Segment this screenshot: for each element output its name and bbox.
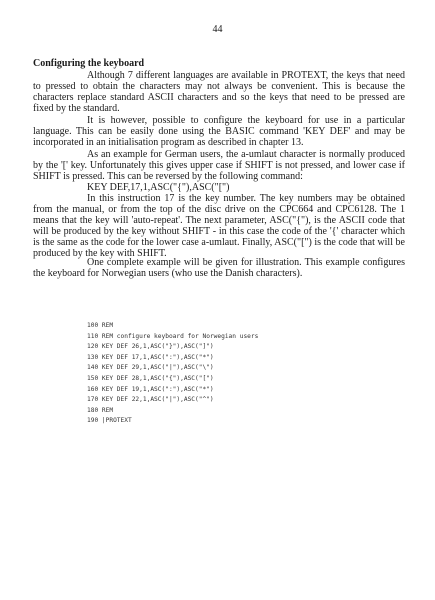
- paragraph-intro: Although 7 different languages are available in PROTEXT, the keys that need to pressed to obtain the characters may not always be convenient. This is because the characters replace standard ASCII characters and so the keys that need to be pressed are fixed by the standard.: [33, 70, 405, 114]
- code-line: 110 REM configure keyboard for Norwegian users: [87, 332, 259, 340]
- body-text-4: [33, 257, 405, 279]
- code-line: 150 KEY DEF 28,1,ASC("{"),ASC("["): [87, 374, 214, 382]
- paragraph-norwegian-example: One complete example will be given for illustration. This example configures the keyboard for Norwegian users (who use the Danish characters).: [33, 257, 405, 279]
- code-line: 100 REM: [87, 322, 114, 329]
- code-line: 160 KEY DEF 19,1,ASC(":"),ASC("*"): [87, 385, 214, 393]
- code-line: 190 |PROTEXT: [87, 417, 132, 425]
- section-heading: Configuring the keyboard: [33, 58, 145, 69]
- body-text-2: [33, 115, 405, 148]
- paragraph-german-example: As an example for German users, the a-umlaut character is normally produced by the '[' key. Unfortunately this gives upper case if SHIFT is not pressed, and lower case if SHIFT is pressed. This can be reversed by the following command:: [33, 149, 405, 182]
- code-line: 120 KEY DEF 26,1,ASC("}"),ASC("]"): [87, 343, 214, 351]
- paragraph-configure: It is however, possible to configure the keyboard for use in a particular language. This can be easily done using the BASIC command 'KEY DEF' and may be incorporated in an initialisation program as described in chapter 13.: [33, 115, 405, 148]
- code-line: 170 KEY DEF 22,1,ASC("|"),ASC("^"): [87, 396, 214, 404]
- code-listing: [87, 321, 258, 427]
- code-line: 130 KEY DEF 17,1,ASC(":"),ASC("*"): [87, 353, 214, 361]
- code-line: 180 REM: [87, 406, 114, 414]
- paragraph-explanation: In this instruction 17 is the key number. The key numbers may be obtained from the manual, or from the top of the disc drive on the CPC664 and CPC6128. The 1 means that the key will 'auto-repeat'. The next parameter, ASC("{"), is the ASCII code that will be produced by the key without SHIFT - in this case the code of the '{' character which is the same as the code for the lower case a-umlaut. Finally, ASC("[") is the code that will be produced by the key with SHIFT.: [33, 193, 405, 259]
- code-line: 140 KEY DEF 29,1,ASC("|"),ASC("\"): [87, 364, 214, 372]
- page-number: 44: [212, 24, 223, 35]
- body-text-3: [33, 149, 405, 259]
- key-def-command: KEY DEF,17,1,ASC("{"),ASC("["): [87, 182, 230, 193]
- body-text-1: [33, 70, 405, 114]
